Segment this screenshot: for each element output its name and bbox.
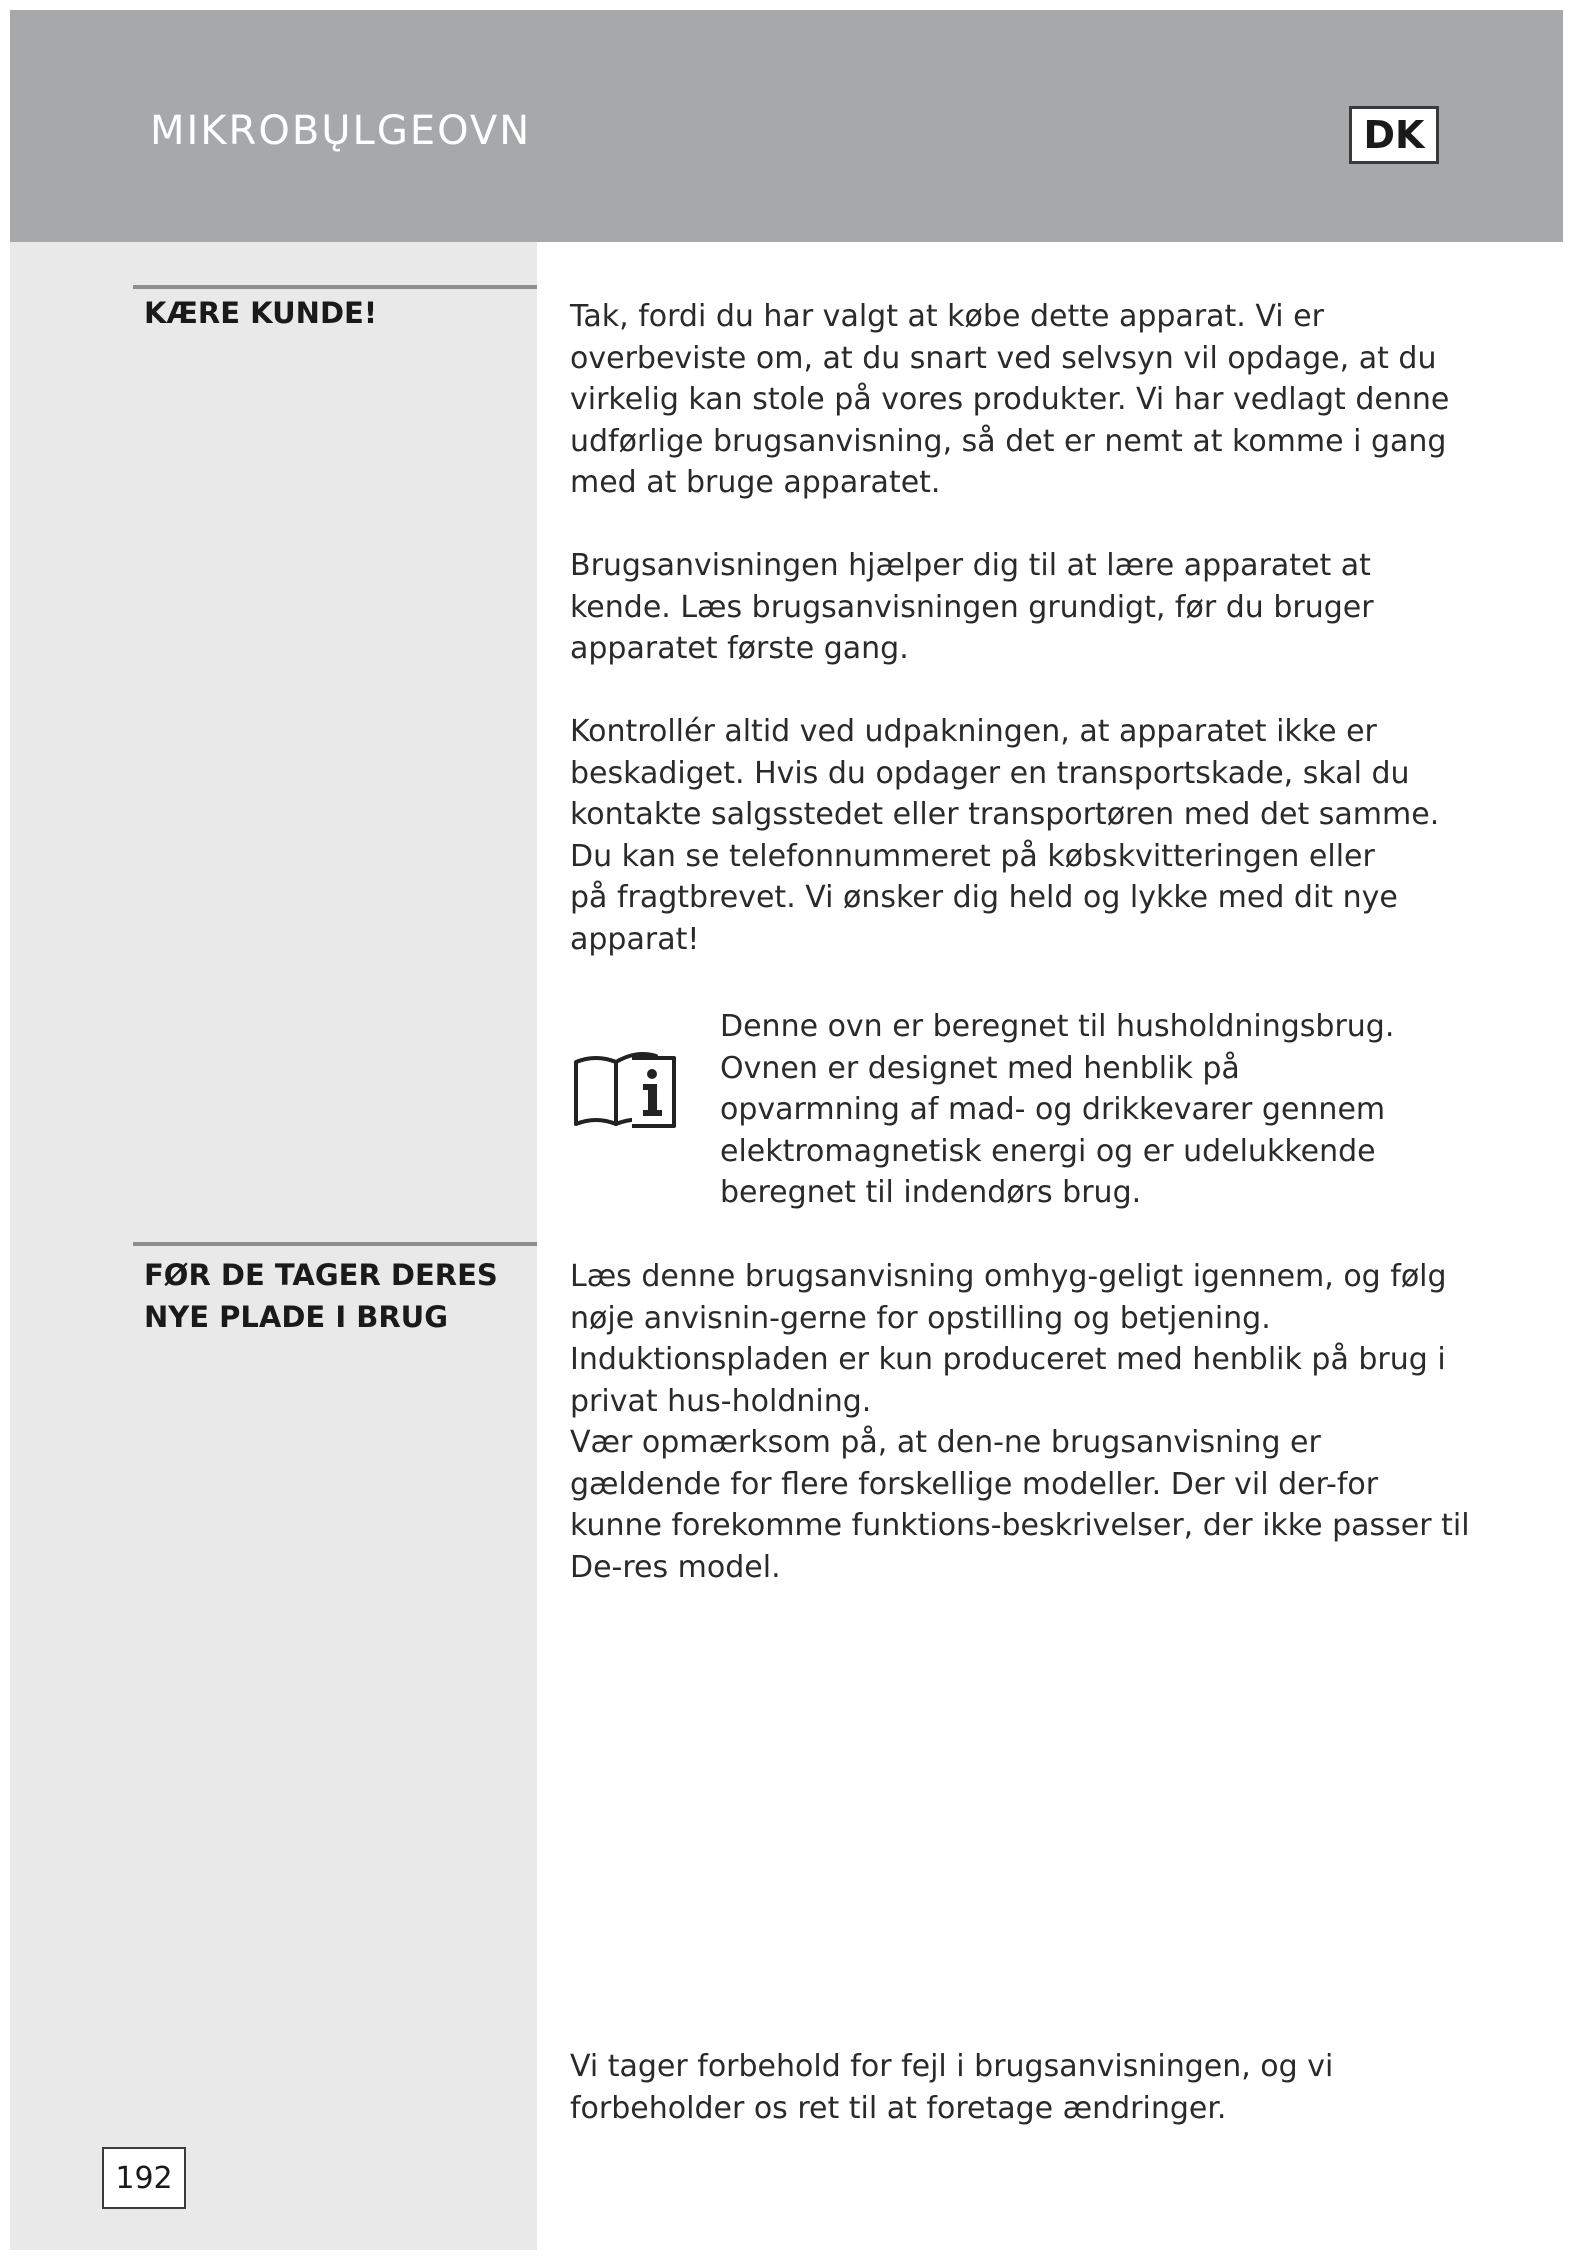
inspection-paragraph: Kontrollér altid ved udpakningen, at apparatet ikke er beskadiget. Hvis du opdager en transportskade, skal du kontakte salgsstedet eller transportøren med det samme. Du kan se telefonnummeret på købskvitteringen eller på fragtbrevet. Vi ønsker dig held og lykke med dit nye apparat! bbox=[570, 714, 1440, 957]
document-title: MIKROBŲLGEOVN bbox=[150, 108, 532, 154]
disclaimer-text: Vi tager forbehold for fejl i brugsanvisningen, og vi forbeholder os ret til at foretage ændringer. bbox=[570, 2049, 1334, 2126]
manual-paragraph: Brugsanvisningen hjælper dig til at lære apparatet at kende. Læs brugsanvisningen grundigt, før du bruger apparatet første gang. bbox=[570, 548, 1374, 666]
page-number: 192 bbox=[102, 2147, 186, 2209]
language-badge: DK bbox=[1349, 106, 1439, 164]
section-heading-foer-de-tager: FØR DE TAGER DERES NYE PLADE I BRUG bbox=[144, 1258, 498, 1334]
before-use-paragraph: Læs denne brugsanvisning omhyg-geligt igennem, og følg nøje anvisnin-gerne for opstilling og betjening. Induktionspladen er kun produceret med henblik på brug i privat hus-holdning. Vær opmærksom på, at den-ne brugsanvisning er gældende for flere forskellige modeller. Der vil der-for kunne forekomme funktions-beskrivelser, der ikke passer til De-res model. bbox=[570, 1259, 1470, 1585]
manual-info-icon bbox=[570, 1046, 680, 1132]
section-divider bbox=[133, 1242, 537, 1246]
section-divider bbox=[133, 285, 537, 289]
household-use-note: Denne ovn er beregnet til husholdningsbrug. Ovnen er designet med henblik på opvarmning af mad- og drikkevarer gennem elektromagnetisk energi og er udelukkende beregnet til indendørs brug. bbox=[720, 1009, 1395, 1210]
sidebar-column bbox=[10, 242, 537, 2250]
section-heading-kaere-kunde: KÆRE KUNDE! bbox=[144, 296, 378, 330]
intro-paragraph: Tak, fordi du har valgt at købe dette apparat. Vi er overbeviste om, at du snart ved selvsyn vil opdage, at du virkelig kan stole på vores produkter. Vi har vedlagt denne udførlige brugsanvisning, så det er nemt at komme i gang med at bruge apparatet. bbox=[570, 299, 1450, 500]
